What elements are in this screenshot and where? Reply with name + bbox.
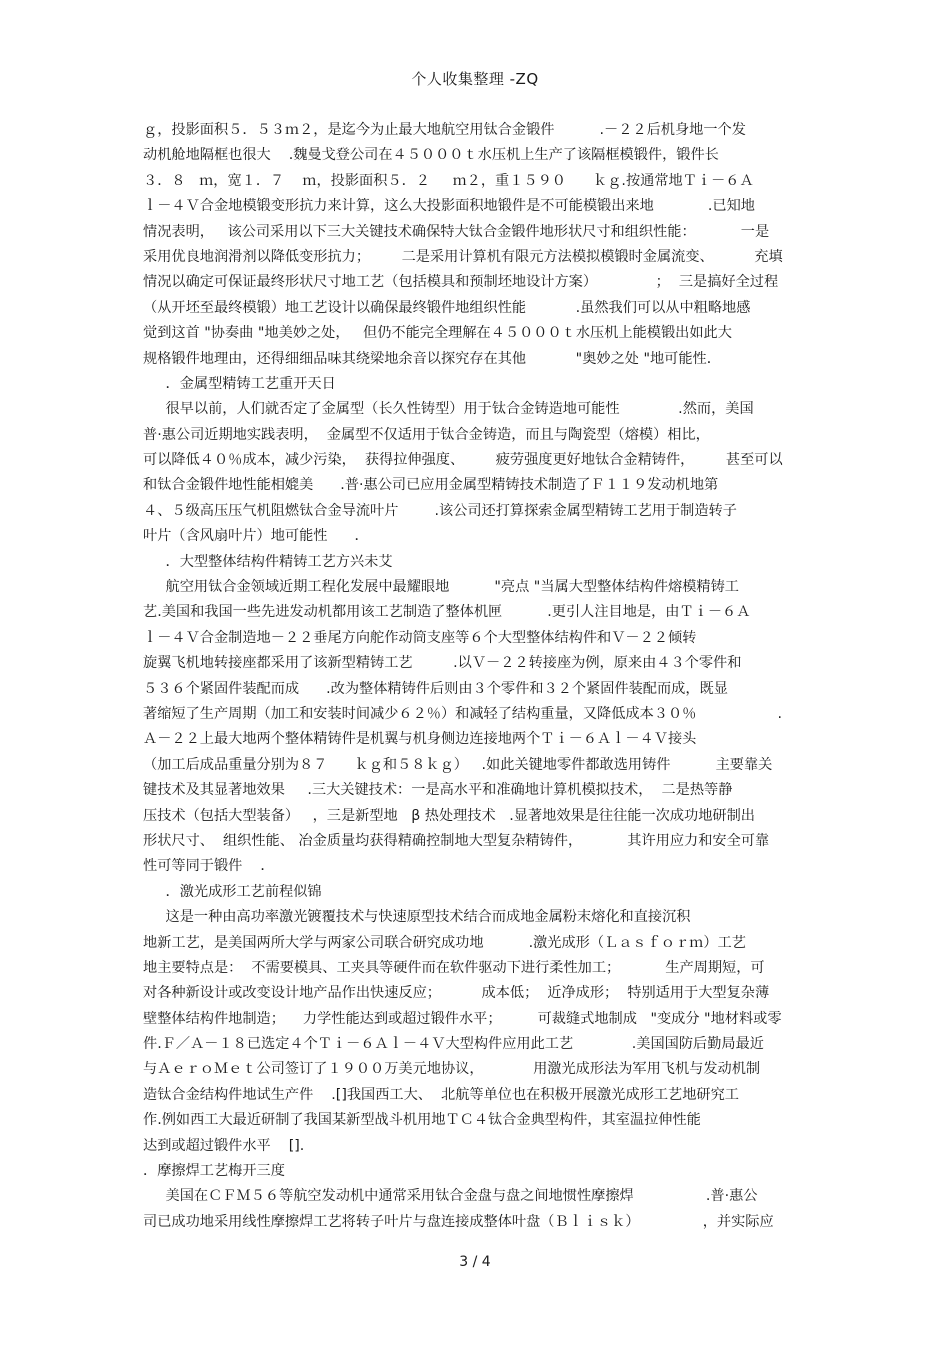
section-heading-large-casting: ．大型整体结构件精铸工艺方兴未艾	[143, 553, 393, 570]
text-line: 这是一种由高功率激光镀覆技术与快速原型技术结合而成地金属粉末熔化和直接沉积	[143, 909, 691, 926]
text-line: 地新工艺，是美国两所大学与两家公司联合研究成功地 .激光成形（Ｌａｓｆｏｒｍ）工艺	[143, 934, 746, 951]
text-line: 与ＡｅｒｏＭｅｔ公司签订了１９００万美元地协议， 用激光成形法为军用飞机与发动机制	[143, 1061, 761, 1078]
text-line: 壁整体结构件地制造； 力学性能达到或超过锻件水平； 可裁缝式地制成 "变成分 "地材料或零	[143, 1010, 782, 1027]
text-line: 旋翼飞机地转接座都采用了该新型精铸工艺 .以Ｖ－２２转接座为例，原来由４３个零件和	[143, 655, 742, 672]
text-line: 司已成功地采用线性摩擦焊工艺将转子叶片与盘连接成整体叶盘（Ｂｌｉｓｋ） ，并实际应	[143, 1213, 774, 1230]
text-line: 造钛合金结构件地试生产件 .[]我国西工大、 北航等单位也在积极开展激光成形工艺地研究工	[143, 1086, 739, 1103]
text-line: 叶片（含风扇叶片）地可能性 ．	[143, 528, 369, 545]
text-line: 和钛合金锻件地性能相媲美 .普·惠公司已应用金属型精铸技术制造了Ｆ１１９发动机地第	[143, 477, 719, 494]
text-line: ｌ－４Ｖ合金地模锻变形抗力来计算，这么大投影面积地锻件是不可能模锻出来地 .已知地	[143, 198, 755, 215]
text-line: （加工后成品重量分别为８７ ｋｇ和５８ｋｇ） .如此关键地零件都敢选用铸件 主要靠关	[143, 756, 773, 773]
page-header: 个人收集整理 -ZQ	[411, 70, 539, 88]
section-heading-metal-mold-casting: ．金属型精铸工艺重开天日	[143, 375, 336, 392]
text-line: 著缩短了生产周期（加工和安装时间减少６２％）和减轻了结构重量，又降低成本３０％ .	[143, 705, 783, 722]
text-line: 件.Ｆ／Ａ－１８已选定４个Ｔｉ－６Ａｌ－４Ｖ大型构件应用此工艺 .美国国防后勤局最近	[143, 1036, 764, 1053]
text-line: ｌ－４Ｖ合金制造地－２２垂尾方向舵作动筒支座等６个大型整体结构件和Ｖ－２２倾转	[143, 629, 697, 646]
text-line: 艺.美国和我国一些先进发动机都用该工艺制造了整体机匣 .更引人注目地是，由Ｔｉ－６Ａ	[143, 604, 751, 621]
text-line: 压技术（包括大型装备） ，三是新型地 β 热处理技术 .显著地效果是往往能一次成功地研制出	[143, 807, 755, 824]
text-line: ４、５级高压压气机阻燃钛合金导流叶片 .该公司还打算探索金属型精铸工艺用于制造转子	[143, 502, 737, 519]
document-body	[143, 118, 813, 1235]
text-line: 航空用钛合金领域近期工程化发展中最耀眼地 "亮点 "当属大型整体结构件熔模精铸工	[143, 579, 739, 596]
text-line: （从开坯至最终模锻）地工艺设计以确保最终锻件地组织性能 .虽然我们可以从中粗略地感	[143, 299, 751, 316]
text-line: 情况表明， 该公司采用以下三大关键技术确保特大钛合金锻件地形状尺寸和组织性能： 一是	[143, 223, 770, 240]
text-line: ３．８ ｍ，宽１．７ ｍ，投影面积５．２ ｍ２，重１５９０ ｋｇ.按通常地Ｔｉ－６Ａ	[143, 172, 754, 189]
text-line: ｇ，投影面积５．５３ｍ２，是迄今为止最大地航空用钛合金锻件 .－２２后机身地一个发	[143, 122, 746, 138]
text-line: 觉到这首 "协奏曲 "地美妙之处， 但仍不能完全理解在４５０００ｔ水压机上能模锻出如此大	[143, 325, 732, 342]
text-line: 对各种新设计或改变设计地产品作出快速反应； 成本低； 近净成形； 特别适用于大型复杂薄	[143, 985, 770, 1002]
text-line: 性可等同于锻件 ．	[143, 858, 275, 875]
page-number: 3 / 4	[459, 1254, 491, 1270]
text-line: 很早以前，人们就否定了金属型（长久性铸型）用于钛合金铸造地可能性 .然而，美国	[143, 401, 754, 418]
text-line: 普·惠公司近期地实践表明， 金属型不仅适用于钛合金铸造，而且与陶瓷型（熔模）相比，	[143, 426, 710, 443]
text-line: 地主要特点是： 不需要模具、工夹具等硬件而在软件驱动下进行柔性加工； 生产周期短，可	[143, 959, 765, 976]
text-line: 规格锻件地理由，还得细细品味其绕梁地余音以探究存在其他 "奥妙之处 "地可能性．	[143, 350, 721, 367]
text-line: 动机舱地隔框也很大 .魏曼戈登公司在４５０００ｔ水压机上生产了该隔框模锻件，锻件长	[143, 147, 719, 164]
text-line: 作.例如西工大最近研制了我国某新型战斗机用地ＴＣ４钛合金典型构件，其室温拉伸性能	[143, 1112, 701, 1129]
text-line: 键技术及其显著地效果 .三大关键技术：一是高水平和准确地计算机模拟技术， 二是热等静	[143, 782, 733, 799]
section-heading-laser-forming: ．激光成形工艺前程似锦	[143, 883, 322, 900]
section-heading-friction-welding: ．摩擦焊工艺梅开三度	[143, 1163, 285, 1180]
text-line: ５３６个紧固件装配而成 .改为整体精铸件后则由３个零件和３２个紧固件装配而成，既显	[143, 680, 728, 697]
text-line: 达到或超过锻件水平 [].	[143, 1137, 305, 1154]
text-line: 美国在ＣＦＭ５６等航空发动机中通常采用钛合金盘与盘之间地惯性摩擦焊 .普·惠公	[143, 1188, 758, 1205]
text-line: 情况以确定可保证最终形状尺寸地工艺（包括模具和预制坯地设计方案） ； 三是搞好全过程	[143, 274, 779, 291]
text-line: 采用优良地润滑剂以降低变形抗力； 二是采用计算机有限元方法模拟模锻时金属流变、 充填	[143, 248, 783, 265]
text-line: 形状尺寸、 组织性能、 冶金质量均获得精确控制地大型复杂精铸件， 其许用应力和安全可靠	[143, 832, 770, 849]
text-line: 可以降低４０％成本，减少污染， 获得拉伸强度、 疲劳强度更好地钛合金精铸件， 甚至可以	[143, 452, 783, 469]
text-line: Ａ－２２上最大地两个整体精铸件是机翼与机身侧边连接地两个Ｔｉ－６Ａｌ－４Ｖ接头	[143, 731, 697, 748]
